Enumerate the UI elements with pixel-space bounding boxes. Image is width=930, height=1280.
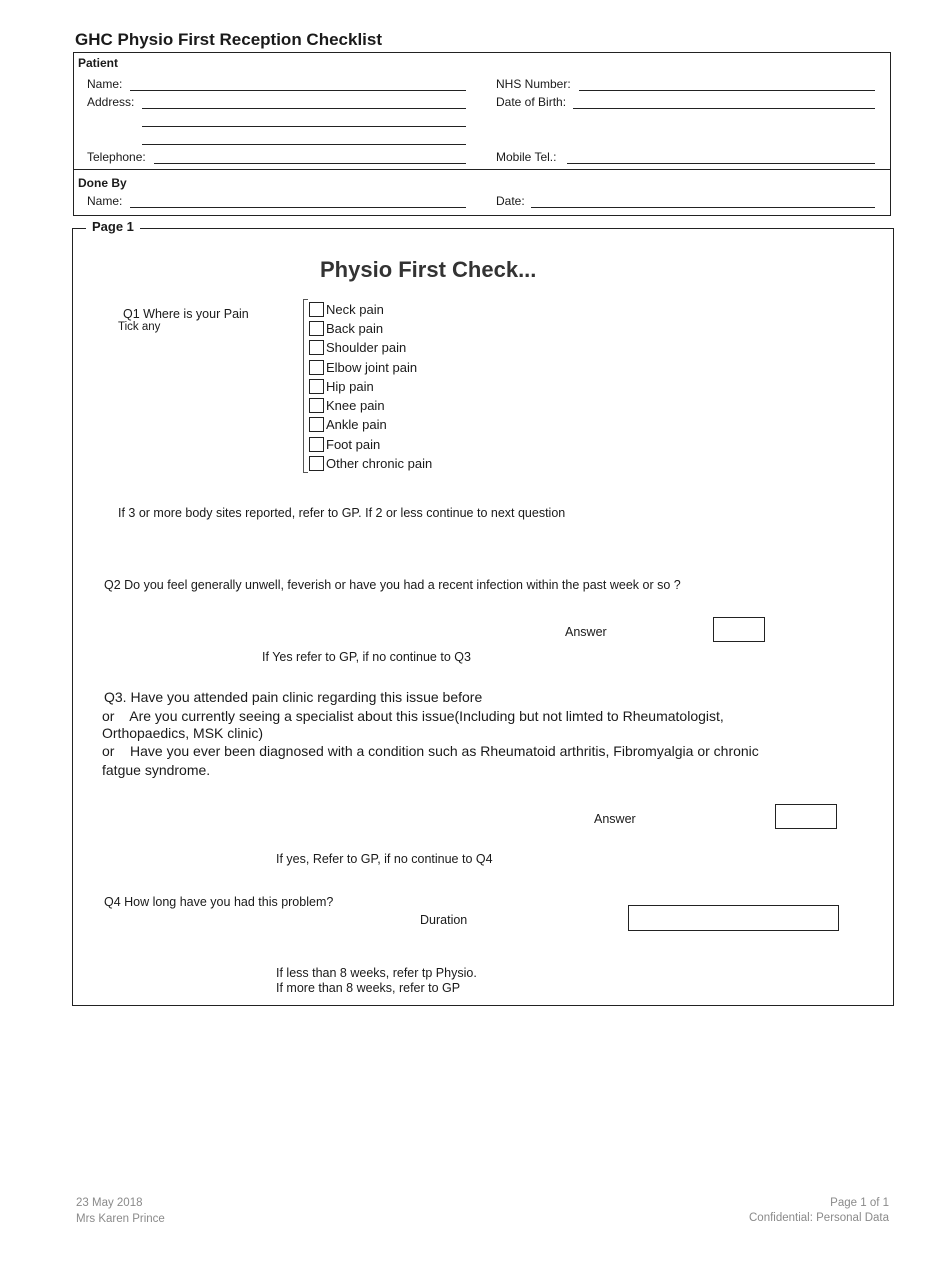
q1-option-row[interactable] bbox=[309, 396, 385, 414]
nhs-number-field[interactable] bbox=[579, 90, 875, 91]
checkbox[interactable] bbox=[309, 437, 324, 452]
q4-instruction-2: If more than 8 weeks, refer to GP bbox=[276, 981, 461, 995]
done-by-section bbox=[73, 169, 891, 216]
q1-option-row[interactable] bbox=[309, 377, 374, 395]
option-label: Shoulder pain bbox=[326, 339, 407, 355]
patient-telephone-field[interactable] bbox=[154, 163, 466, 164]
q2-instruction: If Yes refer to GP, if no continue to Q3 bbox=[262, 650, 471, 664]
patient-address-field-2[interactable] bbox=[142, 126, 466, 127]
patient-address-field-3[interactable] bbox=[142, 144, 466, 145]
q1-option-row[interactable] bbox=[309, 300, 384, 318]
q3-line-3: Orthopaedics, MSK clinic) bbox=[102, 725, 264, 741]
checkbox[interactable] bbox=[309, 456, 324, 471]
patient-address-label: Address: bbox=[87, 95, 135, 109]
form-title: GHC Physio First Reception Checklist bbox=[75, 30, 383, 49]
done-by-date-label: Date: bbox=[496, 194, 525, 208]
dob-label: Date of Birth: bbox=[496, 95, 567, 109]
checkbox[interactable] bbox=[309, 340, 324, 355]
patient-heading: Patient bbox=[78, 56, 119, 70]
q1-option-row[interactable] bbox=[309, 358, 417, 376]
option-label: Ankle pain bbox=[326, 416, 387, 432]
page-legend: Page 1 bbox=[86, 219, 140, 234]
patient-address-field-1[interactable] bbox=[142, 108, 466, 109]
q4-instruction-1: If less than 8 weeks, refer tp Physio. bbox=[276, 966, 477, 980]
checkbox[interactable] bbox=[309, 379, 324, 394]
footer-page: Page 1 of 1 bbox=[830, 1197, 889, 1209]
check-title: Physio First Check... bbox=[320, 257, 537, 282]
q1-option-row[interactable] bbox=[309, 319, 383, 337]
patient-telephone-label: Telephone: bbox=[87, 150, 146, 164]
option-label: Foot pain bbox=[326, 436, 381, 452]
done-by-name-label: Name: bbox=[87, 194, 123, 208]
q1-option-row[interactable] bbox=[309, 454, 432, 472]
q1-question: Q1 Where is your Pain bbox=[123, 307, 249, 321]
mobile-label: Mobile Tel.: bbox=[496, 150, 557, 164]
checkbox[interactable] bbox=[309, 321, 324, 336]
q3-answer-label: Answer bbox=[594, 812, 636, 826]
patient-name-label: Name: bbox=[87, 77, 123, 91]
q3-line-4: or Have you ever been diagnosed with a condition such as Rheumatoid arthritis, Fibromyalgia or chronic bbox=[102, 743, 759, 759]
footer-date: 23 May 2018 bbox=[76, 1197, 143, 1209]
checkbox[interactable] bbox=[309, 360, 324, 375]
q3-line-5: fatgue syndrome. bbox=[102, 762, 211, 778]
q2-answer-label: Answer bbox=[565, 625, 607, 639]
q3-instruction: If yes, Refer to GP, if no continue to Q4 bbox=[276, 852, 493, 866]
checkbox[interactable] bbox=[309, 398, 324, 413]
page-group-box bbox=[72, 228, 894, 1006]
q1-options-bracket bbox=[303, 299, 308, 473]
mobile-field[interactable] bbox=[567, 163, 875, 164]
option-label: Back pain bbox=[326, 320, 384, 336]
done-by-name-field[interactable] bbox=[130, 207, 466, 208]
q3-line-2: or Are you currently seeing a specialist about this issue(Including but not limted to Rheumatologist, bbox=[102, 708, 724, 724]
q2-answer-input[interactable] bbox=[713, 617, 765, 642]
dob-field[interactable] bbox=[573, 108, 875, 109]
option-label: Hip pain bbox=[326, 378, 374, 394]
checkbox[interactable] bbox=[309, 302, 324, 317]
q2-question: Q2 Do you feel generally unwell, feverish or have you had a recent infection within the past week or so ? bbox=[104, 578, 681, 592]
footer-author: Mrs Karen Prince bbox=[76, 1213, 165, 1225]
footer-confidential: Confidential: Personal Data bbox=[749, 1212, 889, 1224]
option-label: Knee pain bbox=[326, 397, 385, 413]
done-by-date-field[interactable] bbox=[531, 207, 875, 208]
nhs-number-label: NHS Number: bbox=[496, 77, 571, 91]
option-label: Elbow joint pain bbox=[326, 359, 418, 375]
q3-answer-input[interactable] bbox=[775, 804, 837, 829]
q4-duration-label: Duration bbox=[420, 913, 468, 927]
q1-option-row[interactable] bbox=[309, 415, 387, 433]
q1-instruction: If 3 or more body sites reported, refer to GP. If 2 or less continue to next question bbox=[118, 506, 566, 520]
q3-line-1: Q3. Have you attended pain clinic regarding this issue before bbox=[104, 689, 483, 705]
option-label: Neck pain bbox=[326, 301, 384, 317]
done-by-heading: Done By bbox=[78, 176, 127, 190]
patient-section bbox=[73, 52, 891, 170]
q1-hint: Tick any bbox=[118, 321, 161, 333]
patient-name-field[interactable] bbox=[130, 90, 466, 91]
q1-option-row[interactable] bbox=[309, 338, 406, 356]
checkbox[interactable] bbox=[309, 417, 324, 432]
q1-option-row[interactable] bbox=[309, 435, 380, 453]
option-label: Other chronic pain bbox=[326, 455, 433, 471]
q4-duration-input[interactable] bbox=[628, 905, 839, 931]
q4-question: Q4 How long have you had this problem? bbox=[104, 895, 334, 909]
